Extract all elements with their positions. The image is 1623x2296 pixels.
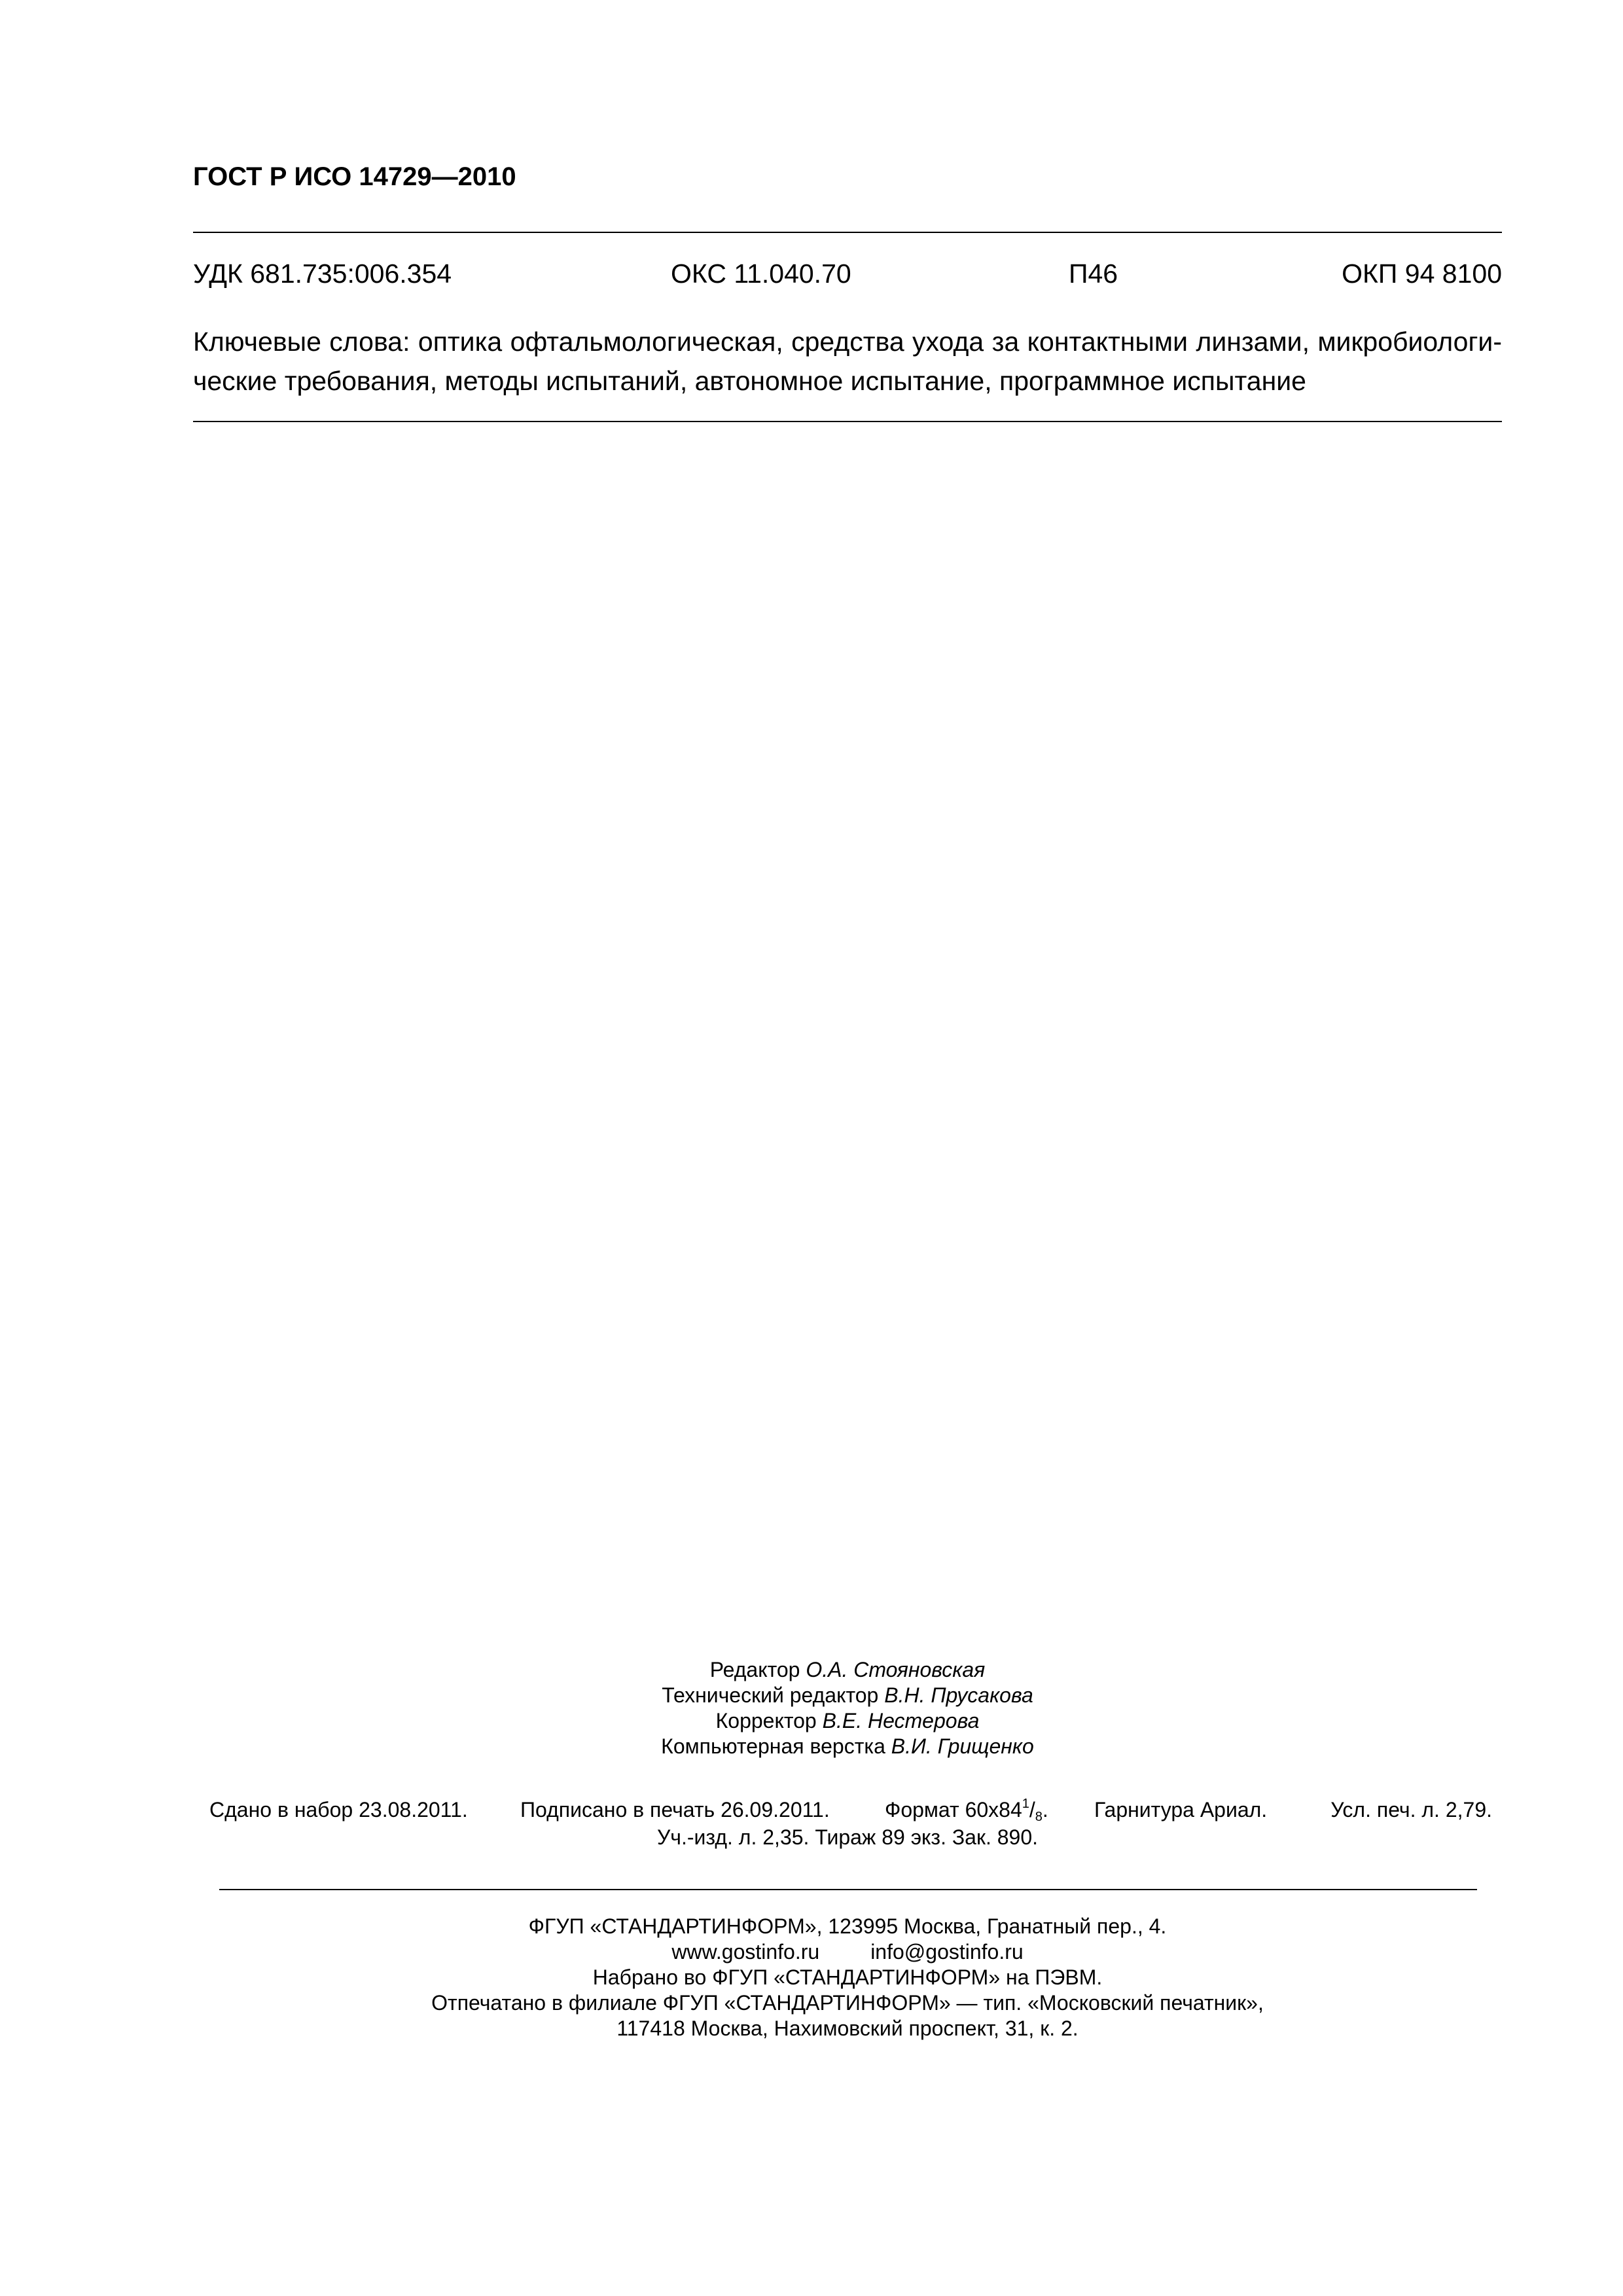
publisher-divider [219, 1889, 1477, 1890]
editor-name: О.А. Стояновская [806, 1658, 986, 1681]
group-code: П46 [1069, 259, 1118, 289]
layout-row [193, 1734, 1502, 1759]
keywords-line-2: ческие требования, методы испытаний, автономное испытание, программное испытание [193, 366, 1306, 396]
typeset-date: Сдано в набор 23.08.2011. [209, 1798, 468, 1821]
credits-block [193, 1657, 1502, 1759]
publisher-email-link[interactable]: info@gostinfo.ru [870, 1940, 1024, 1964]
editor-label: Редактор [709, 1658, 800, 1681]
tech-editor-row [193, 1683, 1502, 1708]
okp-code: ОКП 94 8100 [1342, 259, 1502, 289]
corrector-label: Корректор [715, 1709, 817, 1732]
keywords-divider [193, 421, 1502, 422]
standard-title: ГОСТ Р ИСО 14729—2010 [193, 162, 516, 191]
conventional-sheets: Усл. печ. л. 2,79. [1330, 1798, 1492, 1821]
udk-code: УДК 681.735:006.354 [193, 259, 452, 289]
print-info-row [209, 1796, 1492, 1823]
publisher-contacts [193, 1939, 1502, 1965]
tech-editor-name: В.Н. Прусакова [884, 1683, 1033, 1707]
publisher-address: ФГУП «СТАНДАРТИНФОРМ», 123995 Москва, Гранатный пер., 4. [528, 1914, 1167, 1938]
keywords-line-1: Ключевые слова: оптика офтальмологическая, средства ухода за контактными линзами, микробиологи- [193, 327, 1502, 357]
publisher-block [193, 1914, 1502, 2041]
publisher-website-link[interactable]: www.gostinfo.ru [671, 1940, 820, 1964]
format-numerator: 1 [1022, 1797, 1029, 1811]
format-denominator: 8 [1035, 1810, 1043, 1824]
paper-format [885, 1796, 1048, 1823]
oks-code: ОКС 11.040.70 [671, 259, 851, 289]
top-divider [193, 232, 1502, 233]
layout-label: Компьютерная верстка [661, 1734, 885, 1758]
typeset-note: Набрано во ФГУП «СТАНДАРТИНФОРМ» на ПЭВМ. [592, 1965, 1103, 1989]
corrector-row [193, 1708, 1502, 1734]
signed-date: Подписано в печать 26.09.2011. [520, 1798, 830, 1821]
layout-name: В.И. Грищенко [891, 1734, 1034, 1758]
format-slash: / [1029, 1798, 1035, 1821]
editor-row [193, 1657, 1502, 1683]
typeface: Гарнитура Ариал. [1094, 1798, 1268, 1821]
format-end: . [1042, 1798, 1048, 1821]
keywords-block [193, 322, 1502, 401]
print-info-row-2: Уч.-изд. л. 2,35. Тираж 89 экз. Зак. 890. [656, 1825, 1039, 1849]
format-prefix: Формат 60x84 [885, 1798, 1022, 1821]
printer-address: 117418 Москва, Нахимовский проспект, 31, к. 2. [616, 2017, 1079, 2040]
printed-note: Отпечатано в филиале ФГУП «СТАНДАРТИНФОРМ» — тип. «Московский печатник», [431, 1991, 1264, 2015]
tech-editor-label: Технический редактор [662, 1683, 879, 1707]
classification-row [193, 257, 1502, 291]
corrector-name: В.Е. Нестерова [822, 1709, 980, 1732]
